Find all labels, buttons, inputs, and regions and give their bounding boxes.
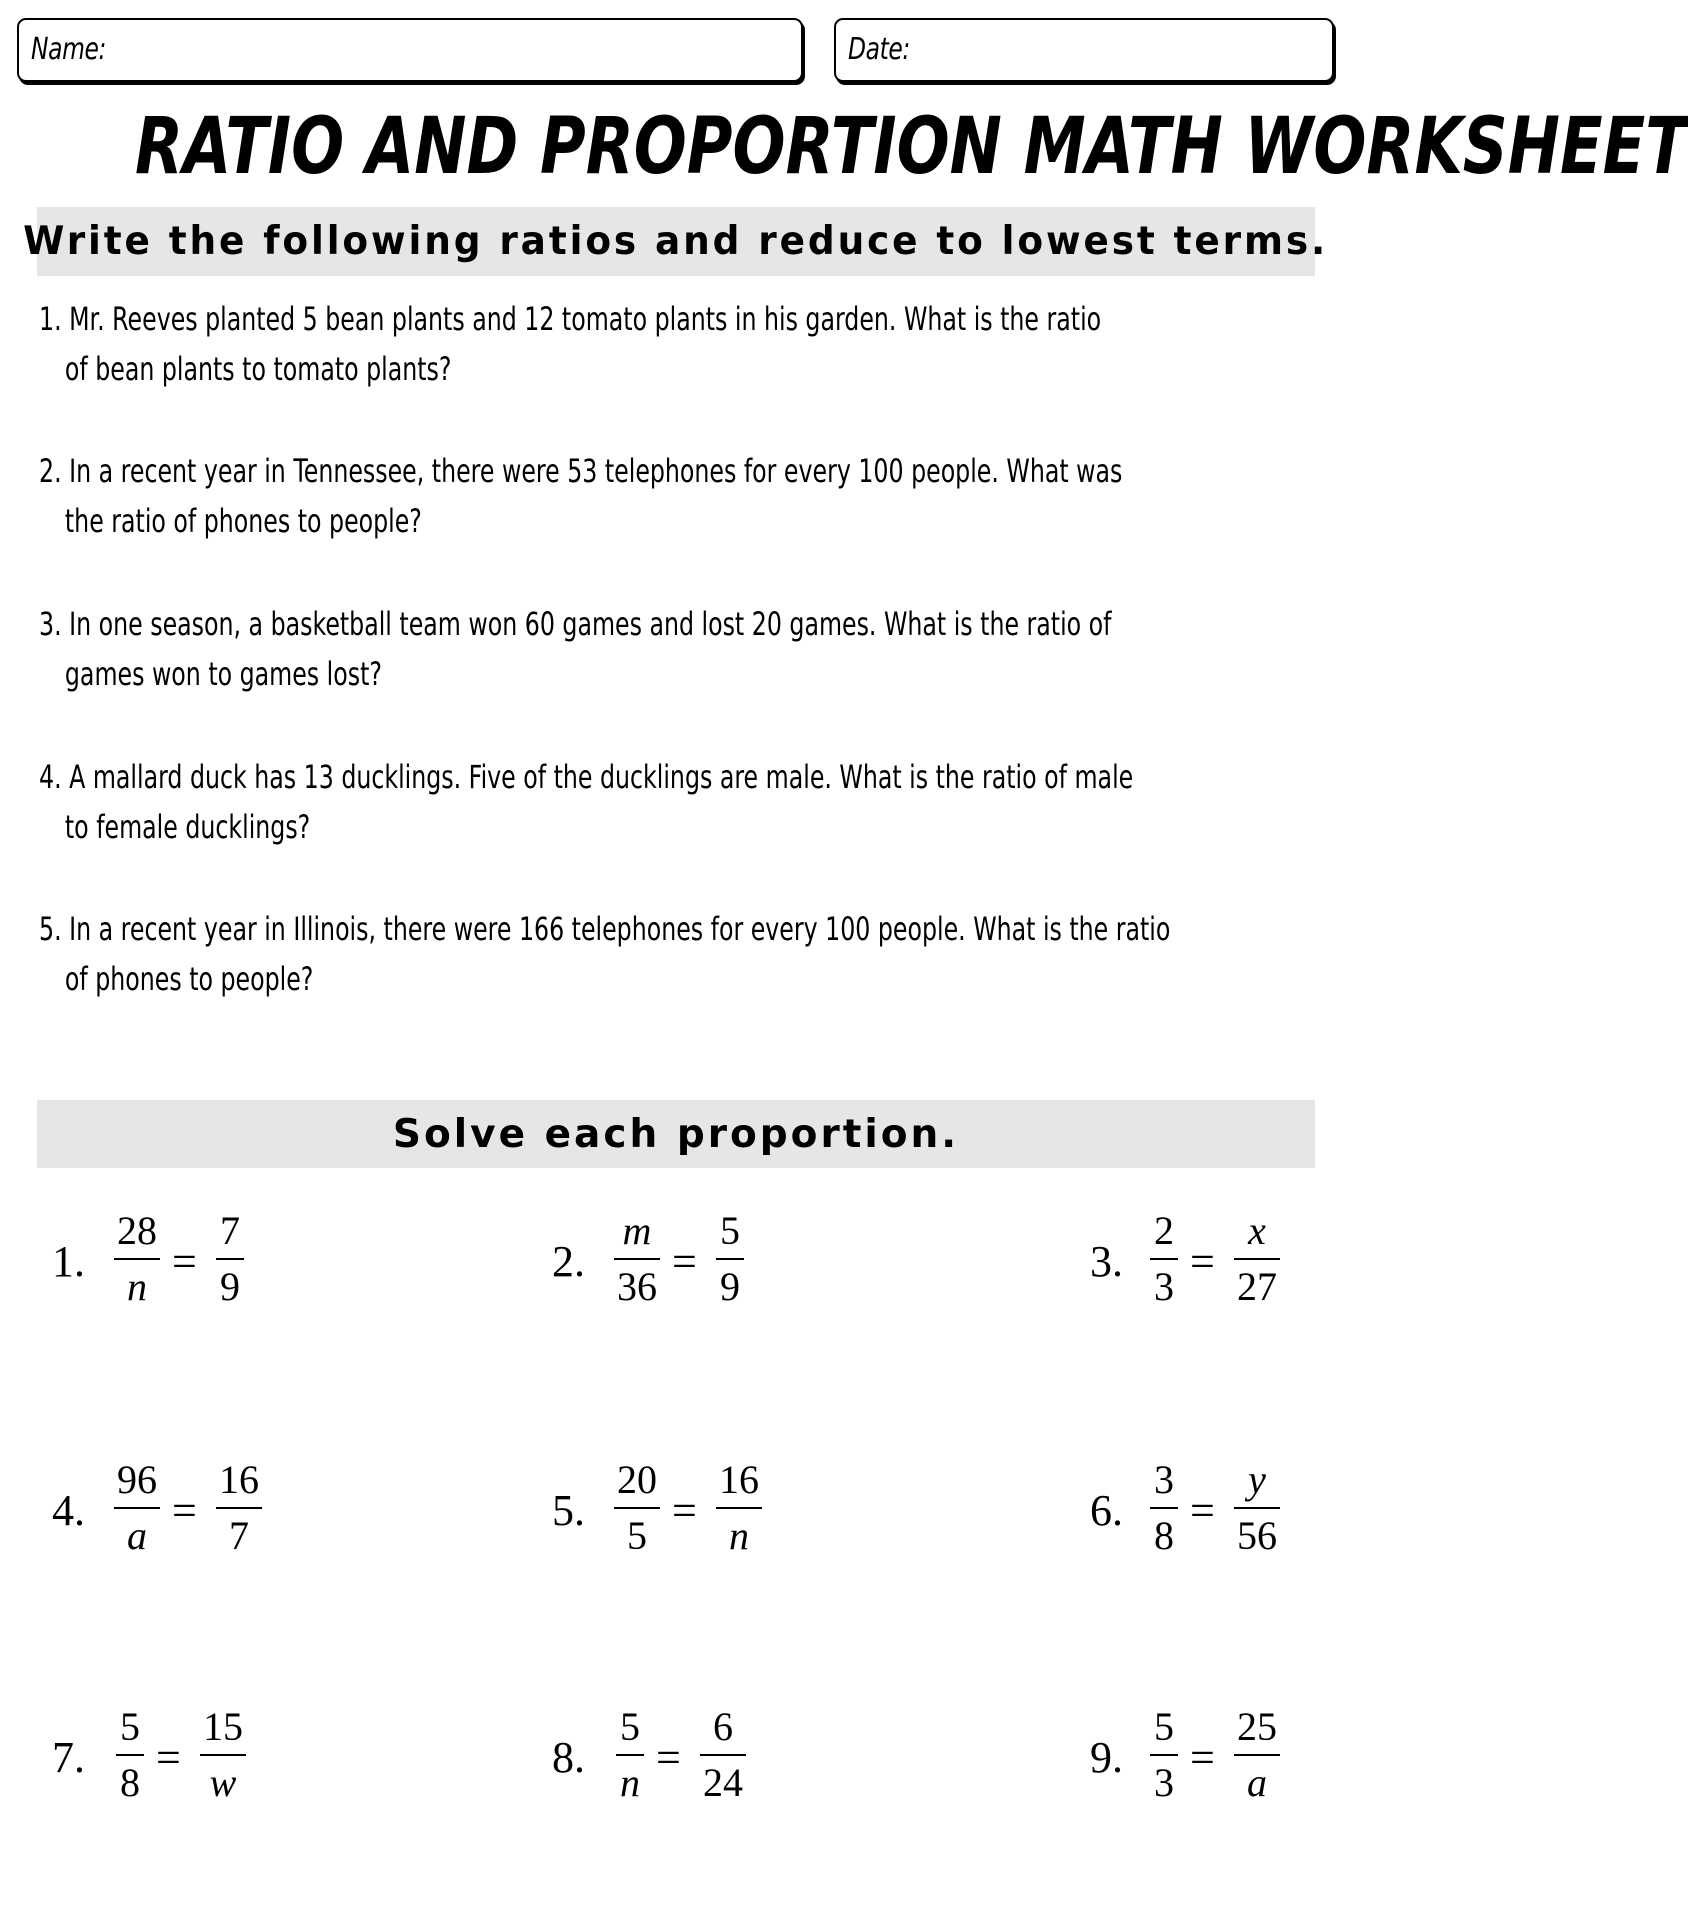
fraction-bar (1150, 1507, 1178, 1509)
equals-sign: = (1190, 1486, 1215, 1535)
word-problem-5 (39, 904, 1339, 1004)
problem-line: 2. In a recent year in Tennessee, there were 53 telephones for every 100 people. What was (39, 452, 1123, 490)
fraction-bar (114, 1258, 160, 1260)
left-fraction (616, 1702, 644, 1808)
proportion-number: 3. (1090, 1237, 1123, 1286)
worksheet-title: RATIO AND PROPORTION MATH WORKSHEET (135, 102, 1688, 192)
section2-instruction: Solve each proportion. (392, 1111, 960, 1157)
numerator: x (1248, 1208, 1266, 1253)
problem-line: 1. Mr. Reeves planted 5 bean plants and 12 tomato plants in his garden. What is the ratio (39, 300, 1102, 338)
numerator: 28 (117, 1208, 157, 1253)
equals-sign: = (172, 1486, 197, 1535)
right-fraction (200, 1702, 246, 1808)
fraction-bar (716, 1507, 762, 1509)
fraction-bar (716, 1258, 744, 1260)
fraction-bar (614, 1507, 660, 1509)
proportion-number: 4. (52, 1486, 85, 1535)
right-fraction (216, 1206, 244, 1312)
left-fraction (1150, 1455, 1178, 1561)
denominator: 8 (1154, 1513, 1174, 1558)
problem-line: 5. In a recent year in Illinois, there were 166 telephones for every 100 people. What is the ratio (39, 910, 1171, 948)
denominator: 3 (1154, 1760, 1174, 1805)
denominator: n (620, 1760, 640, 1805)
proportion-number: 1. (52, 1237, 85, 1286)
left-fraction (116, 1702, 144, 1808)
date-field[interactable] (834, 18, 1334, 82)
denominator: 9 (720, 1264, 740, 1309)
numerator: 20 (617, 1457, 657, 1502)
date-label: Date: (848, 32, 910, 67)
name-label: Name: (31, 32, 106, 67)
fraction-bar (1234, 1507, 1280, 1509)
left-fraction (614, 1455, 660, 1561)
proportion-problem (552, 1206, 802, 1316)
fraction-bar (216, 1507, 262, 1509)
proportion-problem (52, 1702, 302, 1812)
equals-sign: = (156, 1733, 181, 1782)
right-fraction (716, 1455, 762, 1561)
denominator: w (209, 1760, 237, 1805)
left-fraction (614, 1206, 660, 1312)
word-problem-1 (39, 294, 1339, 394)
left-fraction (114, 1455, 160, 1561)
word-problem-4 (39, 752, 1339, 852)
denominator: a (1247, 1760, 1267, 1805)
proportion-number: 8. (552, 1733, 585, 1782)
proportion-number: 9. (1090, 1733, 1123, 1782)
problem-line: 4. A mallard duck has 13 ducklings. Five of the ducklings are male. What is the ratio of male (39, 758, 1134, 796)
left-fraction (1150, 1206, 1178, 1312)
denominator: 24 (703, 1760, 743, 1805)
denominator: 8 (120, 1760, 140, 1805)
fraction-bar (200, 1754, 246, 1756)
section2-header (37, 1100, 1315, 1168)
proportion-problem (52, 1455, 302, 1565)
left-fraction (1150, 1702, 1178, 1808)
name-field[interactable] (17, 18, 803, 82)
equals-sign: = (172, 1237, 197, 1286)
problem-line: 3. In one season, a basketball team won 60 games and lost 20 games. What is the ratio of (39, 605, 1112, 643)
fraction-bar (1234, 1754, 1280, 1756)
numerator: 2 (1154, 1208, 1174, 1253)
denominator: 56 (1237, 1513, 1277, 1558)
problem-line: the ratio of phones to people? (64, 502, 422, 540)
right-fraction (716, 1206, 744, 1312)
right-fraction (216, 1455, 262, 1561)
fraction-bar (614, 1258, 660, 1260)
proportion-number: 2. (552, 1237, 585, 1286)
proportion-problem (1090, 1206, 1340, 1316)
problem-line: of phones to people? (64, 960, 314, 998)
numerator: 16 (719, 1457, 759, 1502)
denominator: 27 (1237, 1264, 1277, 1309)
proportion-problem (1090, 1455, 1340, 1565)
right-fraction (1234, 1206, 1280, 1312)
proportion-problem (552, 1702, 802, 1812)
equals-sign: = (672, 1237, 697, 1286)
proportion-problem (52, 1206, 302, 1316)
numerator: 3 (1154, 1457, 1174, 1502)
numerator: 15 (203, 1704, 243, 1749)
numerator: 25 (1237, 1704, 1277, 1749)
denominator: n (127, 1264, 147, 1309)
problem-line: to female ducklings? (64, 808, 311, 846)
denominator: n (729, 1513, 749, 1558)
word-problem-2 (39, 446, 1339, 546)
denominator: 7 (229, 1513, 249, 1558)
fraction-bar (616, 1754, 644, 1756)
fraction-bar (1150, 1754, 1178, 1756)
proportion-number: 7. (52, 1733, 85, 1782)
fraction-bar (1234, 1258, 1280, 1260)
equals-sign: = (1190, 1237, 1215, 1286)
fraction-bar (114, 1507, 160, 1509)
numerator: 16 (219, 1457, 259, 1502)
numerator: 5 (120, 1704, 140, 1749)
left-fraction (114, 1206, 160, 1312)
denominator: 9 (220, 1264, 240, 1309)
equals-sign: = (656, 1733, 681, 1782)
fraction-bar (1150, 1258, 1178, 1260)
fraction-bar (116, 1754, 144, 1756)
section1-instruction: Write the following ratios and reduce to lowest terms. (23, 219, 1329, 264)
denominator: 36 (617, 1264, 657, 1309)
proportion-number: 6. (1090, 1486, 1123, 1535)
proportion-problem (552, 1455, 802, 1565)
numerator: m (622, 1208, 652, 1253)
numerator: y (1248, 1457, 1266, 1502)
section1-header (23, 207, 1329, 276)
word-problem-3 (39, 599, 1339, 699)
fraction-bar (700, 1754, 746, 1756)
equals-sign: = (1190, 1733, 1215, 1782)
numerator: 7 (220, 1208, 240, 1253)
numerator: 96 (117, 1457, 157, 1502)
numerator: 5 (620, 1704, 640, 1749)
denominator: 3 (1154, 1264, 1174, 1309)
proportion-number: 5. (552, 1486, 585, 1535)
right-fraction (1234, 1455, 1280, 1561)
proportion-problem (1090, 1702, 1340, 1812)
numerator: 5 (1154, 1704, 1174, 1749)
numerator: 5 (720, 1208, 740, 1253)
right-fraction (700, 1702, 746, 1808)
denominator: a (127, 1513, 147, 1558)
denominator: 5 (627, 1513, 647, 1558)
numerator: 6 (713, 1704, 733, 1749)
problem-line: games won to games lost? (64, 655, 382, 693)
equals-sign: = (672, 1486, 697, 1535)
right-fraction (1234, 1702, 1280, 1808)
problem-line: of bean plants to tomato plants? (64, 350, 452, 388)
fraction-bar (216, 1258, 244, 1260)
